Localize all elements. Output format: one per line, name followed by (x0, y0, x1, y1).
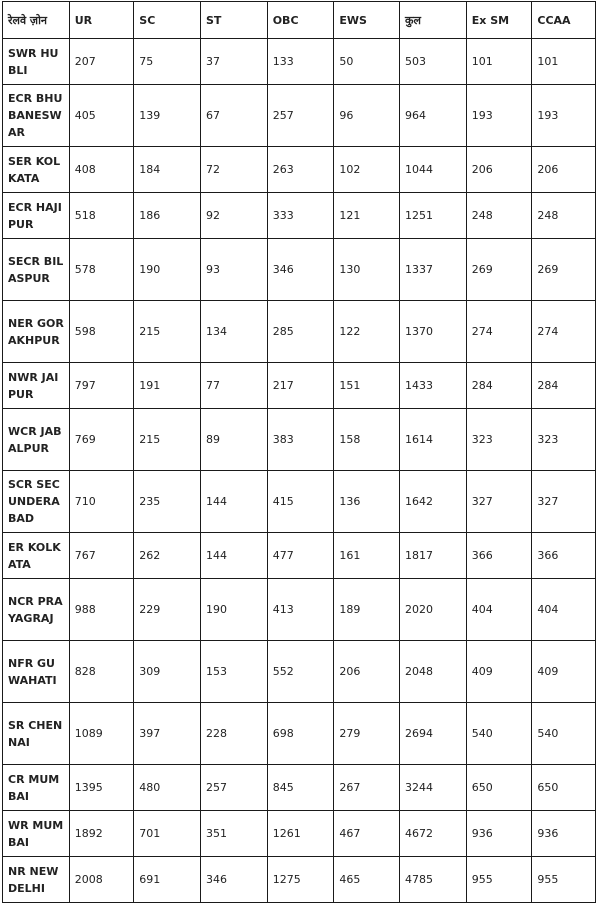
table-row (3, 703, 596, 765)
cell-ex-sm: 650 (466, 765, 532, 811)
cell-zone: ER KOLKATA (3, 533, 70, 579)
cell-ur: 518 (69, 193, 134, 239)
cell-ex-sm: 936 (466, 811, 532, 857)
cell-ex-sm: 409 (466, 641, 532, 703)
cell-ur: 769 (69, 409, 134, 471)
table-row (3, 85, 596, 147)
table-row (3, 409, 596, 471)
cell-st: 92 (201, 193, 268, 239)
header-ews: EWS (334, 2, 400, 39)
cell-zone: NCR PRAYAGRAJ (3, 579, 70, 641)
cell-zone: ECR BHUBANESWAR (3, 85, 70, 147)
cell-ccaa: 936 (532, 811, 596, 857)
table-row (3, 193, 596, 239)
table-row (3, 811, 596, 857)
header-total: कुल (400, 2, 467, 39)
table-row (3, 857, 596, 903)
cell-ccaa: 284 (532, 363, 596, 409)
cell-sc: 186 (134, 193, 201, 239)
table-row (3, 765, 596, 811)
cell-st: 93 (201, 239, 268, 301)
cell-obc: 217 (267, 363, 334, 409)
cell-st: 257 (201, 765, 268, 811)
cell-ex-sm: 274 (466, 301, 532, 363)
cell-ex-sm: 248 (466, 193, 532, 239)
cell-obc: 133 (267, 39, 334, 85)
header-obc: OBC (267, 2, 334, 39)
cell-st: 134 (201, 301, 268, 363)
cell-ccaa: 101 (532, 39, 596, 85)
cell-obc: 285 (267, 301, 334, 363)
cell-st: 67 (201, 85, 268, 147)
cell-sc: 229 (134, 579, 201, 641)
cell-sc: 215 (134, 301, 201, 363)
cell-ews: 206 (334, 641, 400, 703)
cell-obc: 257 (267, 85, 334, 147)
cell-total: 4672 (400, 811, 467, 857)
cell-sc: 691 (134, 857, 201, 903)
cell-ccaa: 955 (532, 857, 596, 903)
table-row (3, 39, 596, 85)
cell-st: 190 (201, 579, 268, 641)
cell-ex-sm: 955 (466, 857, 532, 903)
cell-ccaa: 650 (532, 765, 596, 811)
cell-ews: 121 (334, 193, 400, 239)
cell-ews: 96 (334, 85, 400, 147)
table-row (3, 641, 596, 703)
cell-ccaa: 269 (532, 239, 596, 301)
cell-ews: 467 (334, 811, 400, 857)
cell-st: 37 (201, 39, 268, 85)
cell-ccaa: 248 (532, 193, 596, 239)
cell-zone: NFR GUWAHATI (3, 641, 70, 703)
cell-ccaa: 540 (532, 703, 596, 765)
cell-ur: 767 (69, 533, 134, 579)
cell-sc: 480 (134, 765, 201, 811)
cell-st: 144 (201, 471, 268, 533)
cell-ews: 50 (334, 39, 400, 85)
cell-total: 2020 (400, 579, 467, 641)
cell-ur: 1089 (69, 703, 134, 765)
cell-zone: SR CHENNAI (3, 703, 70, 765)
cell-ur: 207 (69, 39, 134, 85)
cell-zone: SECR BILASPUR (3, 239, 70, 301)
cell-ex-sm: 366 (466, 533, 532, 579)
cell-ex-sm: 101 (466, 39, 532, 85)
cell-sc: 191 (134, 363, 201, 409)
cell-ews: 136 (334, 471, 400, 533)
cell-zone: WR MUMBAI (3, 811, 70, 857)
cell-obc: 1275 (267, 857, 334, 903)
cell-total: 1817 (400, 533, 467, 579)
cell-ews: 161 (334, 533, 400, 579)
header-ex-sm: Ex SM (466, 2, 532, 39)
cell-ex-sm: 404 (466, 579, 532, 641)
header-st: ST (201, 2, 268, 39)
cell-obc: 698 (267, 703, 334, 765)
cell-sc: 701 (134, 811, 201, 857)
cell-st: 153 (201, 641, 268, 703)
table-row (3, 579, 596, 641)
cell-total: 4785 (400, 857, 467, 903)
cell-ex-sm: 206 (466, 147, 532, 193)
cell-total: 1614 (400, 409, 467, 471)
cell-total: 503 (400, 39, 467, 85)
cell-st: 351 (201, 811, 268, 857)
cell-ccaa: 193 (532, 85, 596, 147)
cell-ex-sm: 540 (466, 703, 532, 765)
cell-ex-sm: 327 (466, 471, 532, 533)
cell-total: 2048 (400, 641, 467, 703)
cell-st: 72 (201, 147, 268, 193)
cell-sc: 262 (134, 533, 201, 579)
cell-sc: 75 (134, 39, 201, 85)
cell-sc: 190 (134, 239, 201, 301)
cell-ccaa: 327 (532, 471, 596, 533)
table-row (3, 471, 596, 533)
cell-zone: CR MUMBAI (3, 765, 70, 811)
cell-ur: 828 (69, 641, 134, 703)
cell-obc: 263 (267, 147, 334, 193)
header-ur: UR (69, 2, 134, 39)
cell-obc: 477 (267, 533, 334, 579)
cell-ews: 279 (334, 703, 400, 765)
cell-total: 3244 (400, 765, 467, 811)
cell-zone: SER KOLKATA (3, 147, 70, 193)
cell-total: 1433 (400, 363, 467, 409)
cell-obc: 845 (267, 765, 334, 811)
table-row (3, 147, 596, 193)
cell-ews: 267 (334, 765, 400, 811)
cell-sc: 309 (134, 641, 201, 703)
table-header (3, 2, 596, 39)
cell-ur: 1395 (69, 765, 134, 811)
cell-st: 144 (201, 533, 268, 579)
cell-total: 1642 (400, 471, 467, 533)
cell-sc: 215 (134, 409, 201, 471)
cell-ews: 102 (334, 147, 400, 193)
table-row (3, 363, 596, 409)
cell-ews: 465 (334, 857, 400, 903)
cell-sc: 235 (134, 471, 201, 533)
cell-ews: 130 (334, 239, 400, 301)
cell-ur: 408 (69, 147, 134, 193)
cell-sc: 397 (134, 703, 201, 765)
cell-total: 1337 (400, 239, 467, 301)
cell-ur: 578 (69, 239, 134, 301)
cell-ccaa: 366 (532, 533, 596, 579)
cell-total: 1370 (400, 301, 467, 363)
cell-ur: 598 (69, 301, 134, 363)
cell-sc: 184 (134, 147, 201, 193)
cell-zone: NWR JAIPUR (3, 363, 70, 409)
table-row (3, 533, 596, 579)
cell-obc: 415 (267, 471, 334, 533)
cell-zone: ECR HAJIPUR (3, 193, 70, 239)
cell-zone: NR NEW DELHI (3, 857, 70, 903)
cell-st: 228 (201, 703, 268, 765)
cell-obc: 1261 (267, 811, 334, 857)
table-row (3, 239, 596, 301)
header-sc: SC (134, 2, 201, 39)
railway-zone-vacancy-table (2, 1, 596, 903)
cell-ccaa: 404 (532, 579, 596, 641)
cell-st: 89 (201, 409, 268, 471)
cell-obc: 333 (267, 193, 334, 239)
cell-ur: 710 (69, 471, 134, 533)
cell-ews: 151 (334, 363, 400, 409)
cell-ccaa: 206 (532, 147, 596, 193)
cell-ex-sm: 284 (466, 363, 532, 409)
cell-sc: 139 (134, 85, 201, 147)
cell-total: 1044 (400, 147, 467, 193)
cell-zone: WCR JABALPUR (3, 409, 70, 471)
cell-obc: 413 (267, 579, 334, 641)
cell-ex-sm: 269 (466, 239, 532, 301)
table-row (3, 301, 596, 363)
cell-ur: 1892 (69, 811, 134, 857)
header-row (3, 2, 596, 39)
table-body (3, 39, 596, 903)
cell-obc: 346 (267, 239, 334, 301)
cell-ccaa: 409 (532, 641, 596, 703)
header-ccaa: CCAA (532, 2, 596, 39)
cell-ur: 405 (69, 85, 134, 147)
cell-ews: 158 (334, 409, 400, 471)
cell-zone: SCR SECUNDERABAD (3, 471, 70, 533)
cell-obc: 552 (267, 641, 334, 703)
cell-zone: NER GORAKHPUR (3, 301, 70, 363)
cell-total: 1251 (400, 193, 467, 239)
cell-ur: 2008 (69, 857, 134, 903)
cell-ex-sm: 323 (466, 409, 532, 471)
cell-ur: 988 (69, 579, 134, 641)
header-railway-zone: रेलवे ज़ोन (3, 2, 70, 39)
cell-ur: 797 (69, 363, 134, 409)
cell-obc: 383 (267, 409, 334, 471)
cell-total: 964 (400, 85, 467, 147)
cell-ews: 122 (334, 301, 400, 363)
cell-ews: 189 (334, 579, 400, 641)
cell-ccaa: 274 (532, 301, 596, 363)
cell-zone: SWR HUBLI (3, 39, 70, 85)
cell-st: 77 (201, 363, 268, 409)
cell-total: 2694 (400, 703, 467, 765)
cell-ccaa: 323 (532, 409, 596, 471)
cell-ex-sm: 193 (466, 85, 532, 147)
cell-st: 346 (201, 857, 268, 903)
